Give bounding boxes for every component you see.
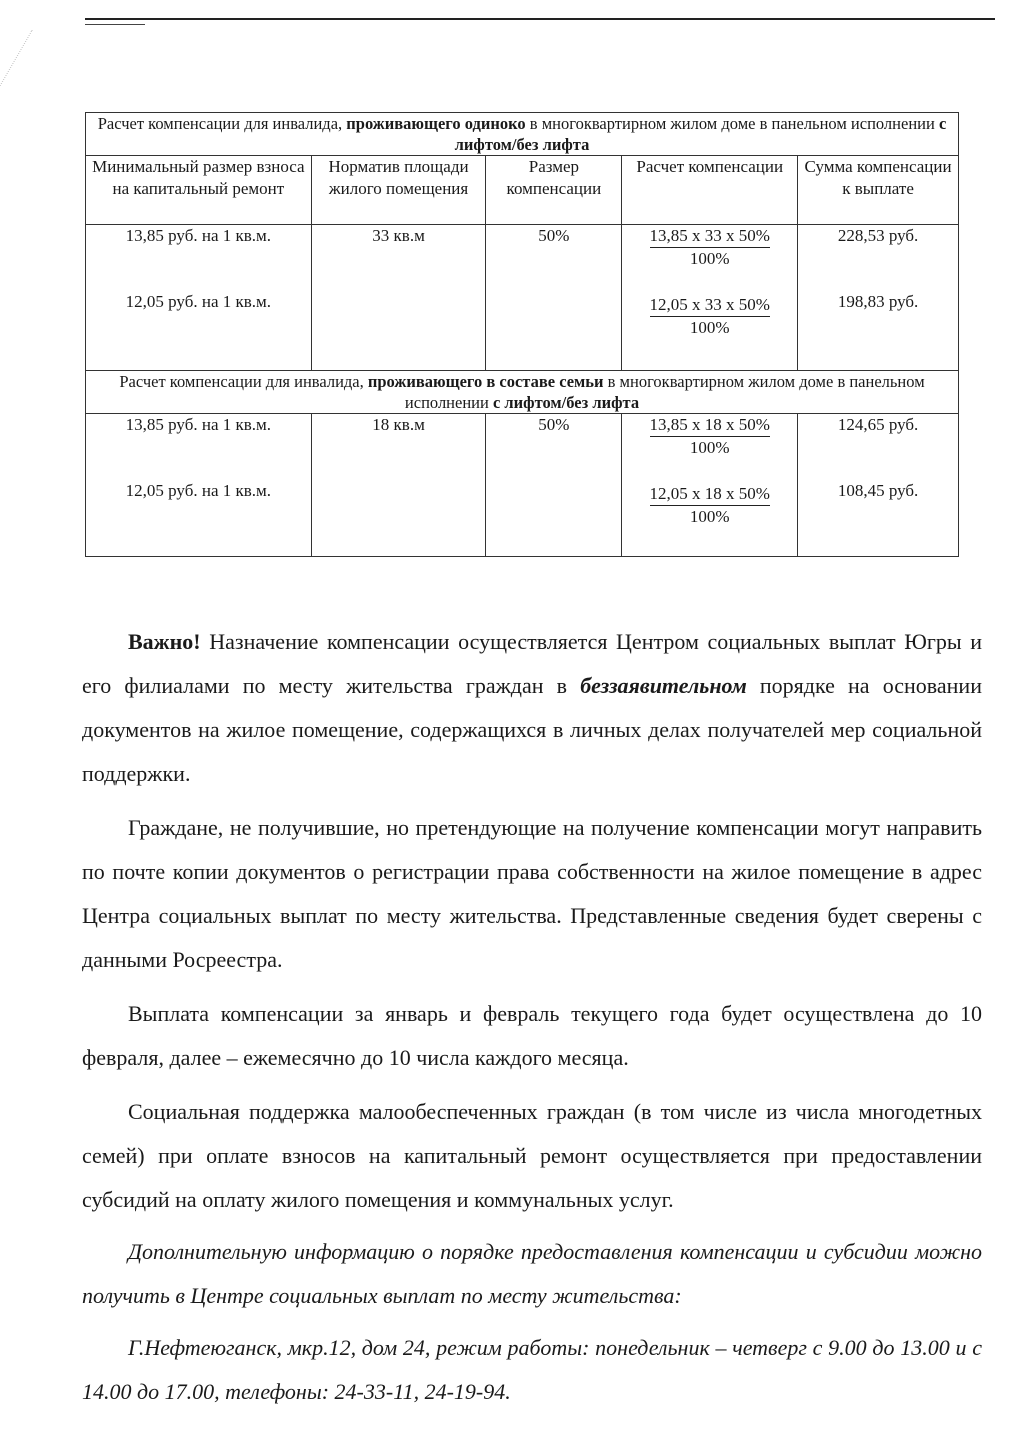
important-label: Важно! [128,629,201,654]
section-1-data-row [86,225,959,371]
header-area-norm: Норматив площади жилого помещения [311,156,486,225]
s2-calc-1-numerator: 13,85 х 18 х 50% [650,414,770,437]
s1-calc-2-numerator: 12,05 х 33 х 50% [650,294,770,317]
paragraph-low-income-support: Социальная поддержка малообеспеченных граждан (в том числе из числа многодетных семей) при оплате взносов на капитальный ремонт осуществляется при предоставлении субсидий на оплату жилого помещения и коммунальных услуг. [82,1099,982,1212]
section-2-title-row [86,371,959,414]
paragraph-important-text-b: порядке на основании документов на жилое помещение, содержащихся в личных делах получателей мер социальной поддержки. [82,673,982,786]
paragraph-additional-info: Дополнительную информацию о порядке предоставления компенсации и субсидии можно получить в Центре социальных выплат по месту жительства: [82,1239,982,1308]
section-2-title-bold: проживающего в составе семьи [367,372,604,391]
s2-sum-2: 108,45 руб. [837,481,919,500]
section-1-title [86,113,959,156]
s2-area-cell [311,414,486,557]
header-compensation-calc: Расчет компенсации [622,156,798,225]
s1-percent: 50% [538,226,570,245]
top-rule-short [85,24,145,25]
section-2-title-text-a: Расчет компенсации для инвалида, [119,372,368,391]
s2-percent-cell [486,414,622,557]
s2-min-1: 13,85 руб. на 1 кв.м. [125,415,272,434]
section-1-title-row [86,113,959,156]
section-2-title-text-b: в многоквартирном жилом доме в панельном исполнении [404,372,925,412]
section-1-title-text-a: Расчет компенсации для инвалида, [97,114,347,133]
s1-min-cell [86,225,312,371]
s1-area: 33 кв.м [372,226,425,245]
paragraph-important [82,620,982,796]
s1-sum-1: 228,53 руб. [837,226,919,245]
paragraph-contact-address: Г.Нефтеюганск, мкр.12, дом 24, режим работы: понедельник – четверг с 9.00 до 13.00 и с 14.00 до 17.00, телефоны: 24-33-11, 24-19-94. [82,1335,982,1404]
compensation-table [85,112,959,557]
column-header-row [86,156,959,225]
s2-calc-cell [622,414,798,557]
s1-sum-2: 198,83 руб. [837,292,919,311]
s1-calc-cell [622,225,798,371]
s2-percent: 50% [538,415,570,434]
document-body [82,620,982,1414]
paragraph-payment-schedule: Выплата компенсации за январь и февраль текущего года будет осуществлена до 10 февраля, далее – ежемесячно до 10 числа каждого месяца. [82,1001,982,1070]
header-min-contribution: Минимальный размер взноса на капитальный ремонт [86,156,312,225]
s2-sum-cell [798,414,959,557]
s1-min-1: 13,85 руб. на 1 кв.м. [125,226,272,245]
s1-min-2: 12,05 руб. на 1 кв.м. [125,292,272,311]
s1-calc-1-numerator: 13,85 х 33 х 50% [650,225,770,248]
s2-calc-2-numerator: 12,05 х 18 х 50% [650,483,770,506]
s1-calc-1-denominator: 100% [689,249,730,268]
section-1-title-bold-2: с лифтом/без лифта [454,114,947,154]
paragraph-important-emphasis: беззаявительном [580,673,747,698]
header-compensation-size: Размер компенсации [486,156,622,225]
paragraph-important-text-a: Назначение компенсации осуществляется Центром социальных выплат Югры и его филиалами по месту жительства граждан в [82,629,982,698]
header-payout-sum: Сумма компенсации к выплате [798,156,959,225]
s2-calc-2-denominator: 100% [689,507,730,526]
paragraph-not-received: Граждане, не получившие, но претендующие на получение компенсации могут направить по почте копии документов о регистрации права собственности на жилое помещение в адрес Центра социальных выплат по месту жительства. Представленные сведения будет сверены с данными Росреестра. [82,815,982,972]
s2-calc-1-denominator: 100% [689,438,730,457]
s1-calc-2-denominator: 100% [689,318,730,337]
s2-area: 18 кв.м [372,415,425,434]
section-1-title-text-b: в многоквартирном жилом доме в панельном исполнении [525,114,939,133]
section-2-title [86,371,959,414]
s2-sum-1: 124,65 руб. [837,415,919,434]
section-1-title-bold: проживающего одиноко [346,114,526,133]
s2-min-cell [86,414,312,557]
section-2-data-row [86,414,959,557]
top-rule [85,18,995,20]
s1-sum-cell [798,225,959,371]
s1-area-cell [311,225,486,371]
s1-percent-cell [486,225,622,371]
s2-min-2: 12,05 руб. на 1 кв.м. [125,481,272,500]
section-2-title-bold-2: с лифтом/без лифта [492,393,640,412]
